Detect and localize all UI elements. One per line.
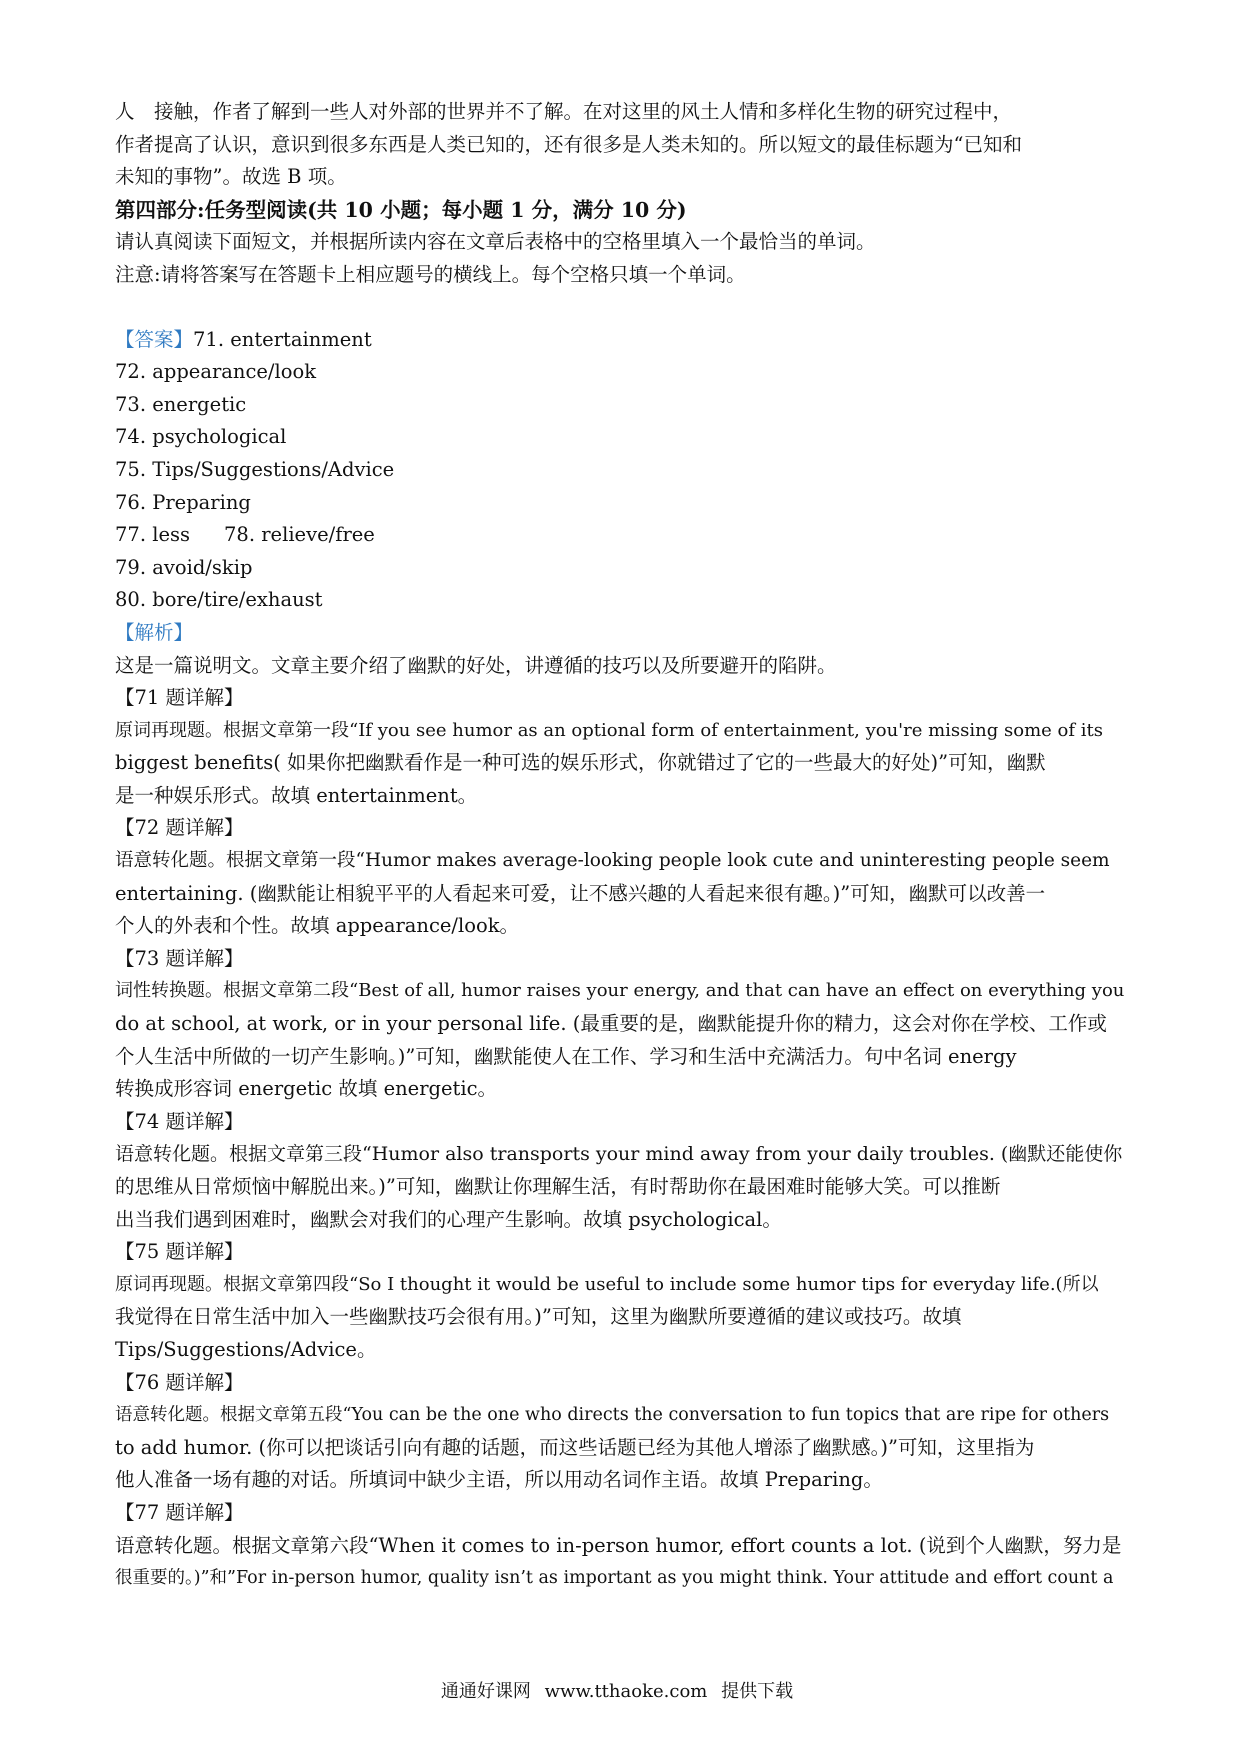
- detail-76-line-3: 他人准备一场有趣的对话。所填词中缺少主语，所以用动名词作主语。故填 Preparing。: [115, 1468, 883, 1492]
- detail-72-line-1: 语意转化题。根据文章第一段“Humor makes average-looking people look cute and uninteresting people seem: [115, 850, 1110, 872]
- answer-77-78-row: [115, 519, 1125, 552]
- detail-71-line-3: 是一种娱乐形式。故填 entertainment。: [115, 783, 478, 807]
- detail-72-line-2: entertaining. (幽默能让相貌平平的人看起来可爱，让不感兴趣的人看起来很有趣。)”可知，幽默可以改善一: [115, 881, 1046, 905]
- detail-77-heading: 【77 题详解】: [115, 1500, 244, 1524]
- answer-71: 71. entertainment: [193, 327, 372, 351]
- detail-73-heading: 【73 题详解】: [115, 946, 244, 970]
- detail-71-line-2: biggest benefits( 如果你把幽默看作是一种可选的娱乐形式，你就错过了它的一些最大的好处)”可知，幽默: [115, 751, 1046, 775]
- answer-79: 79. avoid/skip: [115, 555, 253, 579]
- answer-71-row: [115, 324, 1125, 357]
- detail-75-line-2: 我觉得在日常生活中加入一些幽默技巧会很有用。)”可知，这里为幽默所要遵循的建议或技巧。故填: [115, 1305, 962, 1329]
- detail-73-line-1: 词性转换题。根据文章第二段“Best of all, humor raises your energy, and that can have an effect on everything you: [115, 980, 1125, 1002]
- detail-73-line-2: do at school, at work, or in your personal life. (最重要的是，幽默能提升你的精力，这会对你在学校、工作或: [115, 1012, 1107, 1036]
- detail-77-line-1: 语意转化题。根据文章第六段“When it comes to in-person humor, effort counts a lot. (说到个人幽默，努力是: [115, 1533, 1122, 1557]
- detail-73-line-4: 转换成形容词 energetic 故填 energetic。: [115, 1077, 498, 1101]
- footer-url[interactable]: www.tthaoke.com: [544, 1681, 708, 1702]
- detail-74-line-2: 的思维从日常烦恼中解脱出来。)”可知，幽默让你理解生活，有时帮助你在最困难时能够大笑。可以推断: [115, 1175, 1001, 1198]
- answer-76: 76. Preparing: [115, 490, 251, 514]
- intro-line-3: 未知的事物”。故选 B 项。: [115, 165, 347, 189]
- detail-74-line-1: 语意转化题。根据文章第三段“Humor also transports your mind away from your daily troubles. (幽默还能使你: [115, 1143, 1123, 1166]
- analysis-summary: 这是一篇说明文。文章主要介绍了幽默的好处，讲遵循的技巧以及所要避开的陷阱。: [115, 653, 837, 677]
- footer-site-name: 通通好课网: [440, 1681, 531, 1702]
- answer-75: 75. Tips/Suggestions/Advice: [115, 457, 395, 481]
- answer-73: 73. energetic: [115, 392, 247, 416]
- answer-tag: 【答案】: [115, 327, 194, 351]
- document-page: [115, 96, 1125, 1595]
- detail-76-line-2: to add humor. (你可以把谈话引向有趣的话题，而这些话题已经为其他人增添了幽默感。)”可知，这里指为: [115, 1435, 1035, 1459]
- detail-75-heading: 【75 题详解】: [115, 1240, 244, 1264]
- detail-71-heading: 【71 题详解】: [115, 686, 244, 710]
- instruction-line-1: 请认真阅读下面短文，并根据所读内容在文章后表格中的空格里填入一个最恰当的单词。: [115, 230, 876, 254]
- detail-72-heading: 【72 题详解】: [115, 816, 244, 840]
- intro-line-1: 人 接触，作者了解到一些人对外部的世界并不了解。在对这里的风土人情和多样化生物的研究过程中，: [115, 100, 1013, 123]
- detail-74-heading: 【74 题详解】: [115, 1109, 244, 1133]
- answer-72: 72. appearance/look: [115, 360, 317, 384]
- section-title: 第四部分:任务型阅读(共 10 小题；每小题 1 分，满分 10 分): [115, 197, 687, 222]
- detail-76-line-1: 语意转化题。根据文章第五段“You can be the one who directs the conversation to fun topics that are ripe for others: [115, 1405, 1110, 1426]
- answer-74: 74. psychological: [115, 425, 287, 449]
- intro-line-2: 作者提高了认识，意识到很多东西是人类已知的，还有很多是人类未知的。所以短文的最佳标题为“已知和: [115, 132, 1022, 156]
- answer-78: 78. relieve/free: [224, 523, 375, 547]
- detail-77-line-2: 很重要的。)”和”For in-person humor, quality isn’t as important as you might think. Your attitude and effort count a: [115, 1568, 1114, 1589]
- detail-71-line-1: 原词再现题。根据文章第一段“If you see humor as an optional form of entertainment, you're missing some of its: [115, 719, 1103, 741]
- answer-80: 80. bore/tire/exhaust: [115, 588, 323, 612]
- detail-72-line-3: 个人的外表和个性。故填 appearance/look。: [115, 914, 520, 938]
- page-footer: [0, 1677, 1234, 1703]
- detail-76-heading: 【76 题详解】: [115, 1370, 244, 1394]
- analysis-tag: 【解析】: [115, 620, 194, 644]
- detail-75-line-1: 原词再现题。根据文章第四段“So I thought it would be useful to include some humor tips for everyday life.(所以: [115, 1273, 1099, 1295]
- instruction-line-2: 注意:请将答案写在答题卡上相应题号的横线上。每个空格只填一个单词。: [115, 262, 746, 286]
- answer-77: 77. less: [115, 523, 191, 547]
- detail-75-line-3: Tips/Suggestions/Advice。: [115, 1337, 377, 1361]
- footer-suffix: 提供下载: [721, 1681, 794, 1702]
- detail-74-line-3: 出当我们遇到困难时，幽默会对我们的心理产生影响。故填 psychological。: [115, 1207, 782, 1231]
- spacer: [115, 292, 1125, 324]
- detail-73-line-3: 个人生活中所做的一切产生影响。)”可知，幽默能使人在工作、学习和生活中充满活力。句中名词 energy: [115, 1044, 1017, 1068]
